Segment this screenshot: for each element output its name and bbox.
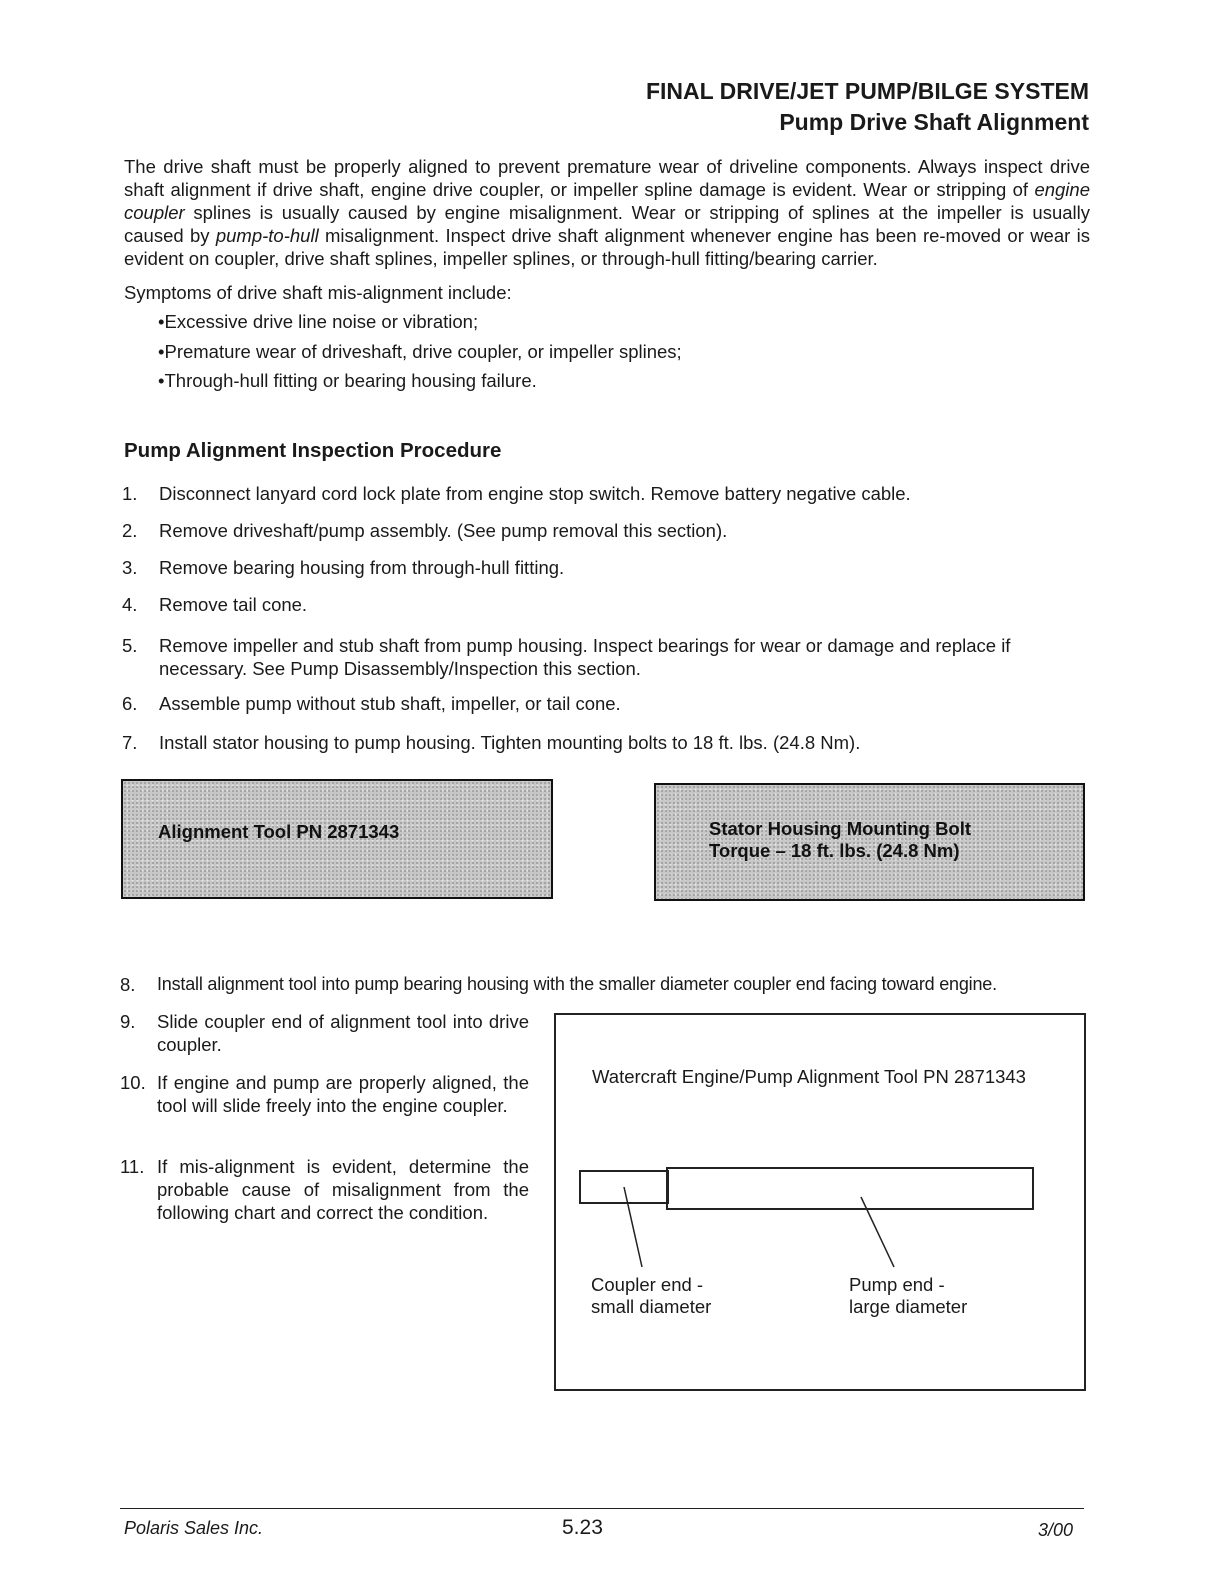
torque-callout-line1: Stator Housing Mounting Bolt [709, 818, 972, 839]
symptom-item: •Through-hull fitting or bearing housing failure. [158, 370, 537, 391]
step-text: Slide coupler end of alignment tool into drive coupler. [157, 1011, 529, 1055]
diagram-title: Watercraft Engine/Pump Alignment Tool PN 2871343 [592, 1066, 1026, 1087]
page-number: 5.23 [562, 1516, 603, 1539]
torque-callout-box [654, 783, 1085, 901]
step-text: Install alignment tool into pump bearing housing with the smaller diameter coupler end facing toward engine. [157, 974, 997, 994]
step-number: 8. [120, 974, 136, 995]
step-text: Assemble pump without stub shaft, impeller, or tail cone. [159, 693, 621, 714]
step-text: Install stator housing to pump housing. Tighten mounting bolts to 18 ft. lbs. (24.8 Nm). [159, 732, 861, 753]
footer-divider [120, 1508, 1084, 1509]
section-title: FINAL DRIVE/JET PUMP/BILGE SYSTEM [645, 78, 1089, 104]
step-text-continued: necessary. See Pump Disassembly/Inspection this section. [159, 658, 641, 679]
step-text: Remove driveshaft/pump assembly. (See pump removal this section). [159, 520, 728, 541]
step-text: If mis-alignment is evident, determine the probable cause of misalignment from the following chart and correct the condition. [157, 1156, 529, 1223]
symptom-item: •Excessive drive line noise or vibration; [158, 311, 479, 332]
step-number: 9. [120, 1011, 136, 1032]
step-number: 10. [120, 1072, 146, 1093]
procedure-step [120, 1155, 530, 1235]
step-number: 5. [122, 635, 138, 656]
step-number: 6. [122, 693, 138, 714]
symptoms-intro: Symptoms of drive shaft mis-alignment include: [124, 282, 512, 303]
coupler-end-label: Coupler end - small diameter [591, 1274, 712, 1317]
symptom-item: •Premature wear of driveshaft, drive coupler, or impeller splines; [158, 341, 682, 362]
step-text: Disconnect lanyard cord lock plate from engine stop switch. Remove battery negative cable. [159, 483, 911, 504]
step-number: 1. [122, 483, 138, 504]
footer-company: Polaris Sales Inc. [124, 1518, 264, 1538]
procedure-heading: Pump Alignment Inspection Procedure [124, 439, 502, 462]
torque-callout-line2: Torque – 18 ft. lbs. (24.8 Nm) [709, 840, 960, 861]
step-text: Remove impeller and stub shaft from pump housing. Inspect bearings for wear or damage and replace if [159, 635, 1011, 656]
footer-date: 3/00 [1038, 1520, 1074, 1540]
pump-leader-line [861, 1197, 894, 1267]
step-number: 3. [122, 557, 138, 578]
page-title: Pump Drive Shaft Alignment [779, 109, 1089, 135]
step-text: If engine and pump are properly aligned, the tool will slide freely into the engine coupler. [157, 1072, 529, 1116]
pump-end-shape [667, 1168, 1033, 1209]
step-number: 7. [122, 732, 138, 753]
coupler-leader-line [624, 1187, 642, 1267]
pump-end-label: Pump end - large diameter [849, 1274, 968, 1317]
step-text: Remove tail cone. [159, 594, 308, 615]
tool-callout-text: Alignment Tool PN 2871343 [158, 821, 400, 842]
alignment-tool-diagram [554, 1013, 1086, 1391]
tool-callout-box [121, 779, 553, 899]
procedure-step [120, 1010, 530, 1070]
procedure-step [120, 1071, 530, 1151]
step-number: 4. [122, 594, 138, 615]
step-number: 2. [122, 520, 138, 541]
intro-emphasis-pump-to-hull: pump-to-hull [215, 225, 319, 246]
intro-paragraph: The drive shaft must be properly aligned to prevent premature wear of driveline components. Always inspect drive shaft alignment if drive shaft, engine drive coupler, or impeller spline damage is evident. Wear or stripping of engine coupler splines is usually caused by engine misalignment. Wear or stripping of splines at the impeller is usually caused by pump-to-hull misalignment. Inspect drive shaft alignment whenever engine has been re-moved or wear is evident on coupler, drive shaft splines, impeller splines, or through-hull fitting/bearing carrier. [124, 156, 1090, 269]
step-text: Remove bearing housing from through-hull fitting. [159, 557, 565, 578]
intro-emphasis-engine-coupler: engine coupler [124, 179, 1090, 223]
alignment-tool-drawing [556, 1015, 1084, 1389]
step-number: 11. [120, 1156, 145, 1177]
